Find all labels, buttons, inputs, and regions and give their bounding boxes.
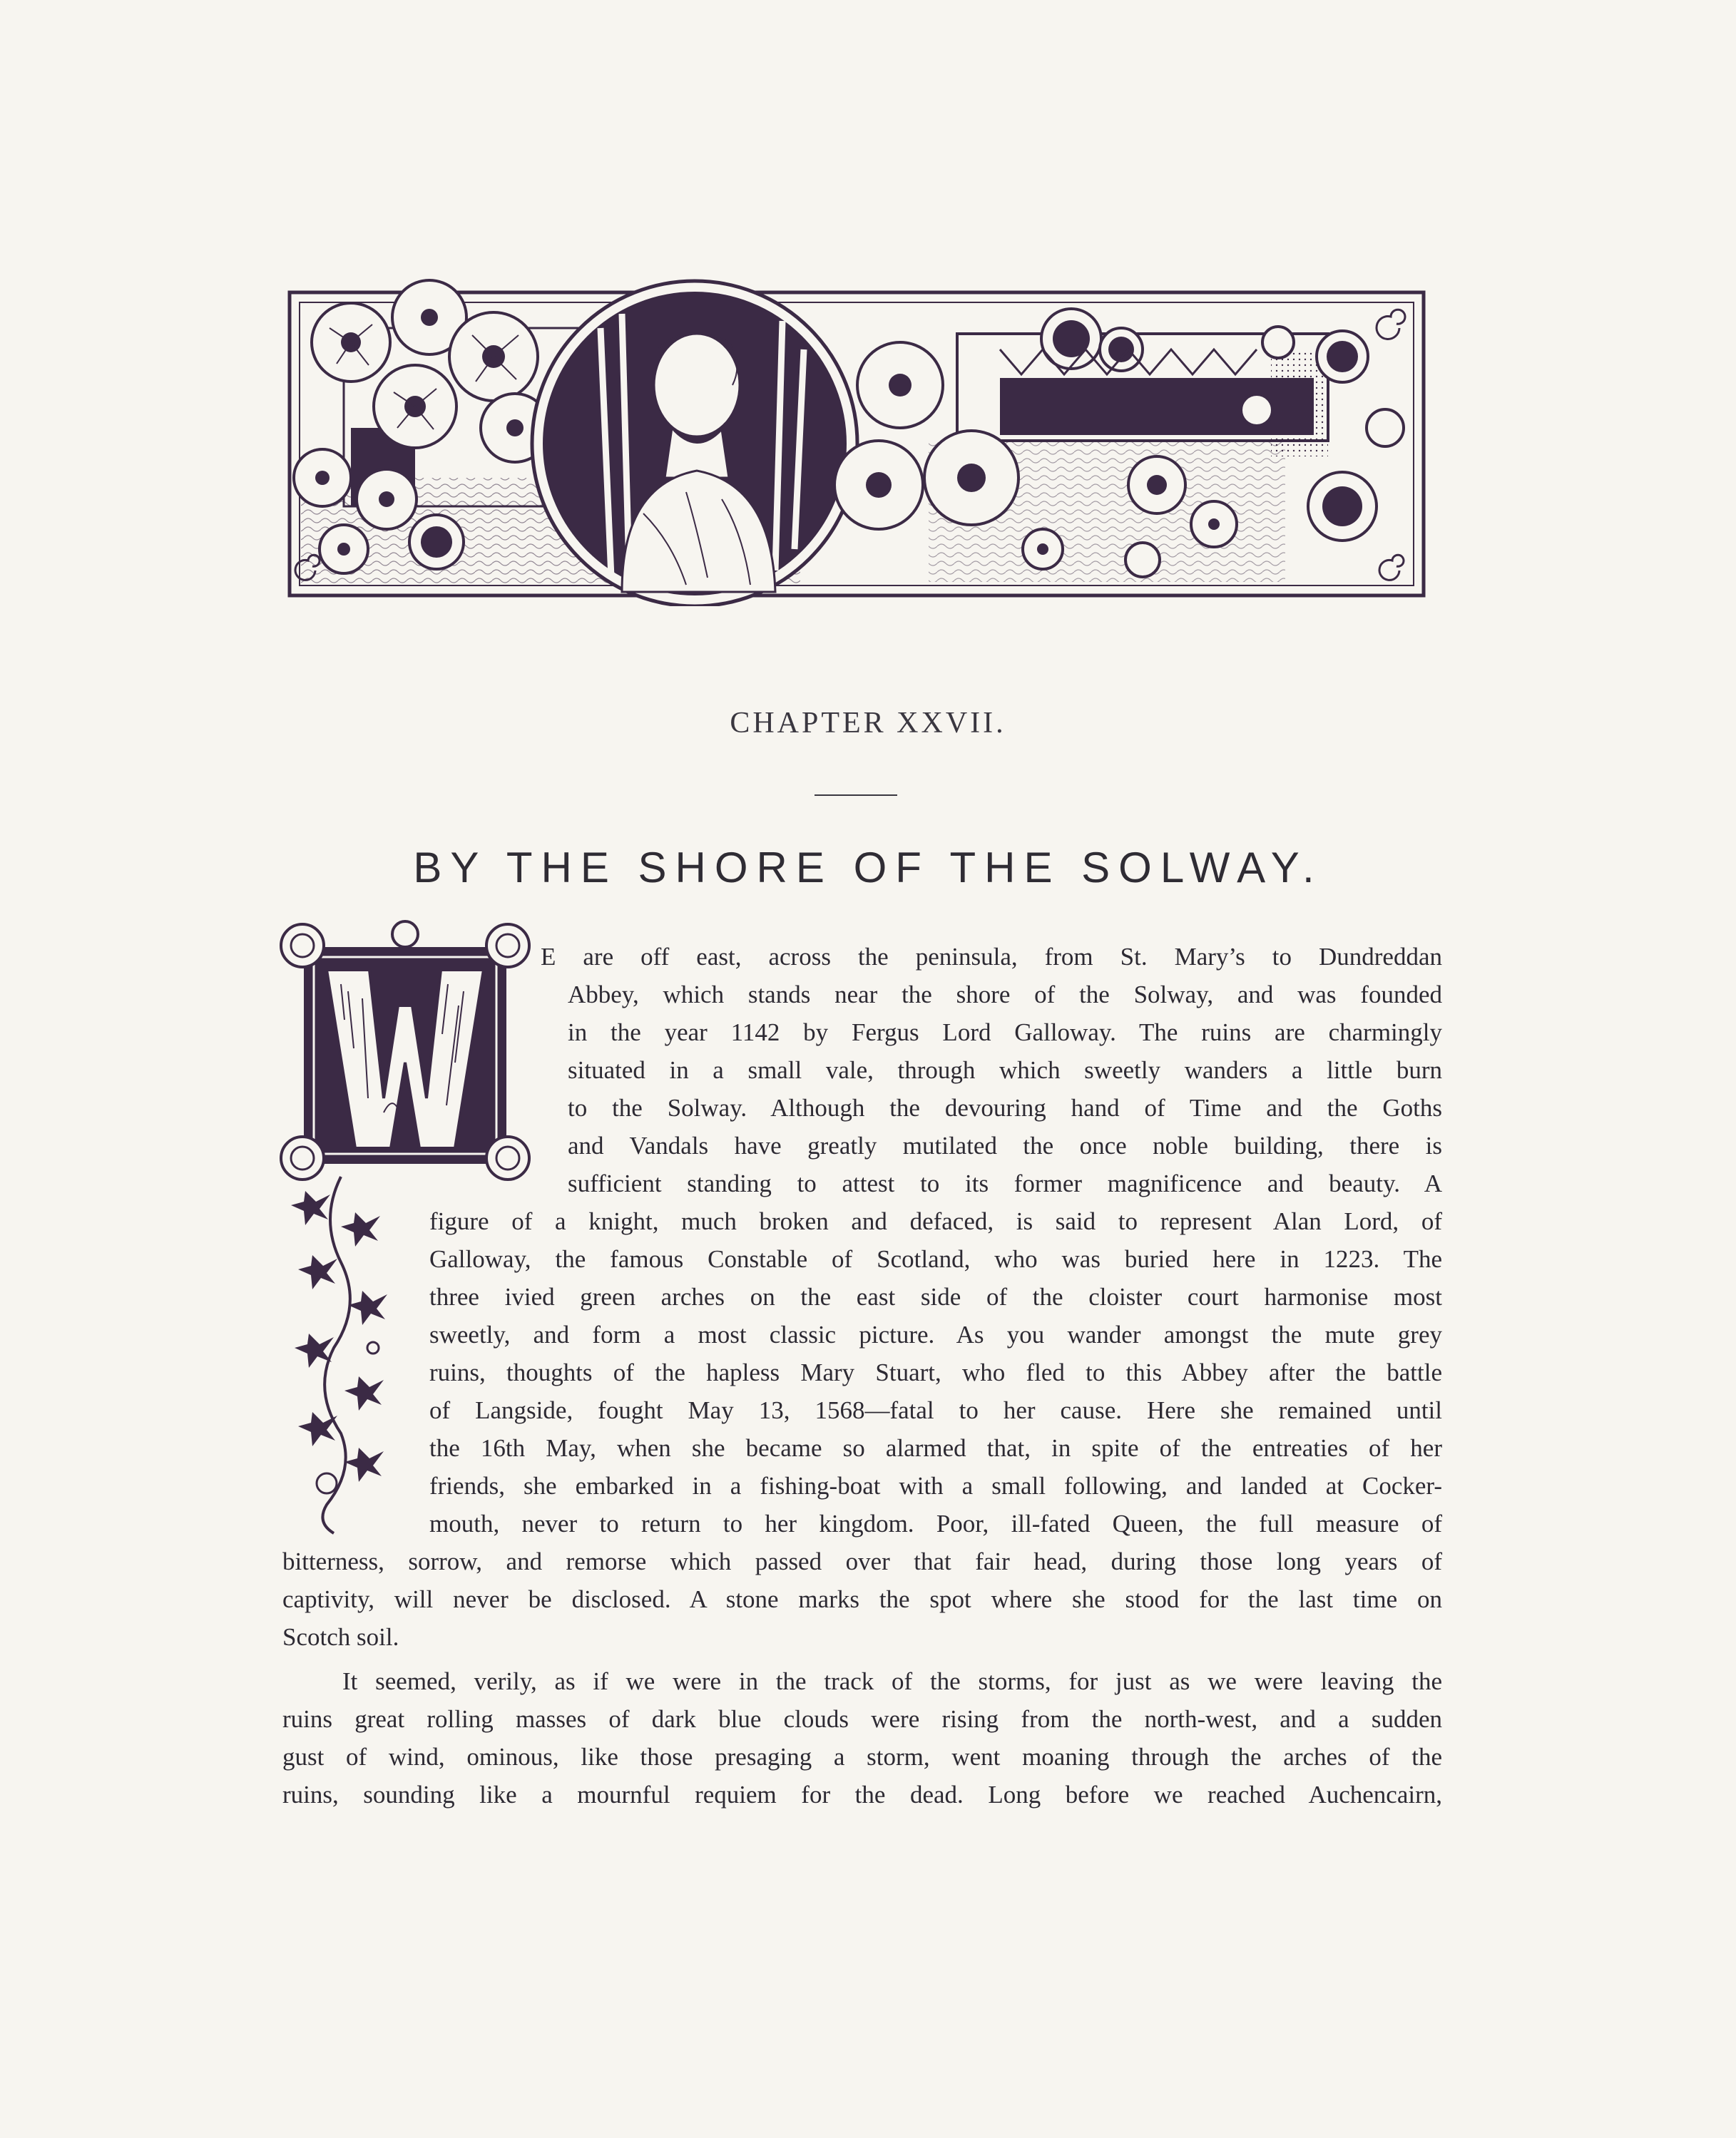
text-line: situated in a small vale, through which sweetly wanders a little burn bbox=[568, 1056, 1442, 1084]
chapter-label: CHAPTER XXVII. bbox=[730, 707, 1006, 740]
text-line: figure of a knight, much broken and defaced, is said to represent Alan Lord, of bbox=[429, 1207, 1442, 1235]
text-line: gust of wind, ominous, like those presaging a storm, went moaning through the arches of the bbox=[282, 1743, 1442, 1771]
text-line: of Langside, fought May 13, 1568—fatal to her cause. Here she remained until bbox=[429, 1396, 1442, 1424]
text-line: to the Solway. Although the devouring hand of Time and the Goths bbox=[568, 1094, 1442, 1122]
text-line: bitterness, sorrow, and remorse which passed over that fair head, during those long years of bbox=[282, 1548, 1442, 1575]
text-line: and Vandals have greatly mutilated the once noble building, there is bbox=[568, 1132, 1442, 1160]
text-line: ruins, sounding like a mournful requiem for the dead. Long before we reached Auchencairn, bbox=[282, 1781, 1442, 1809]
text-line: ruins, thoughts of the hapless Mary Stuart, who fled to this Abbey after the battle bbox=[429, 1359, 1442, 1386]
text-line: friends, she embarked in a fishing-boat with a small following, and landed at Cocker- bbox=[429, 1472, 1442, 1500]
text-line: sweetly, and form a most classic picture. As you wander amongst the mute grey bbox=[429, 1321, 1442, 1349]
text-line: Abbey, which stands near the shore of the Solway, and was founded bbox=[568, 981, 1442, 1008]
text-line: sufficient standing to attest to its former magnificence and beauty. A bbox=[568, 1170, 1442, 1197]
chapter-title: BY THE SHORE OF THE SOLWAY. bbox=[413, 844, 1323, 891]
text-line: captivity, will never be disclosed. A stone marks the spot where she stood for the last time on bbox=[282, 1585, 1442, 1613]
text-line: mouth, never to return to her kingdom. Poor, ill-fated Queen, the full measure of bbox=[429, 1510, 1442, 1538]
text-line: It seemed, verily, as if we were in the track of the storms, for just as we were leaving the bbox=[342, 1667, 1442, 1695]
text-line: Galloway, the famous Constable of Scotland, who was buried here in 1223. The bbox=[429, 1245, 1442, 1273]
text-line: E are off east, across the peninsula, from St. Mary’s to Dundreddan bbox=[541, 943, 1442, 971]
text-line: in the year 1142 by Fergus Lord Galloway. The ruins are charmingly bbox=[568, 1018, 1442, 1046]
text-line: Scotch soil. bbox=[282, 1623, 399, 1651]
text-line: ruins great rolling masses of dark blue clouds were rising from the north-west, and a sudden bbox=[282, 1705, 1442, 1733]
text-line: three ivied green arches on the east side of the cloister court harmonise most bbox=[429, 1283, 1442, 1311]
text-line: the 16th May, when she became so alarmed that, in spite of the entreaties of her bbox=[429, 1434, 1442, 1462]
